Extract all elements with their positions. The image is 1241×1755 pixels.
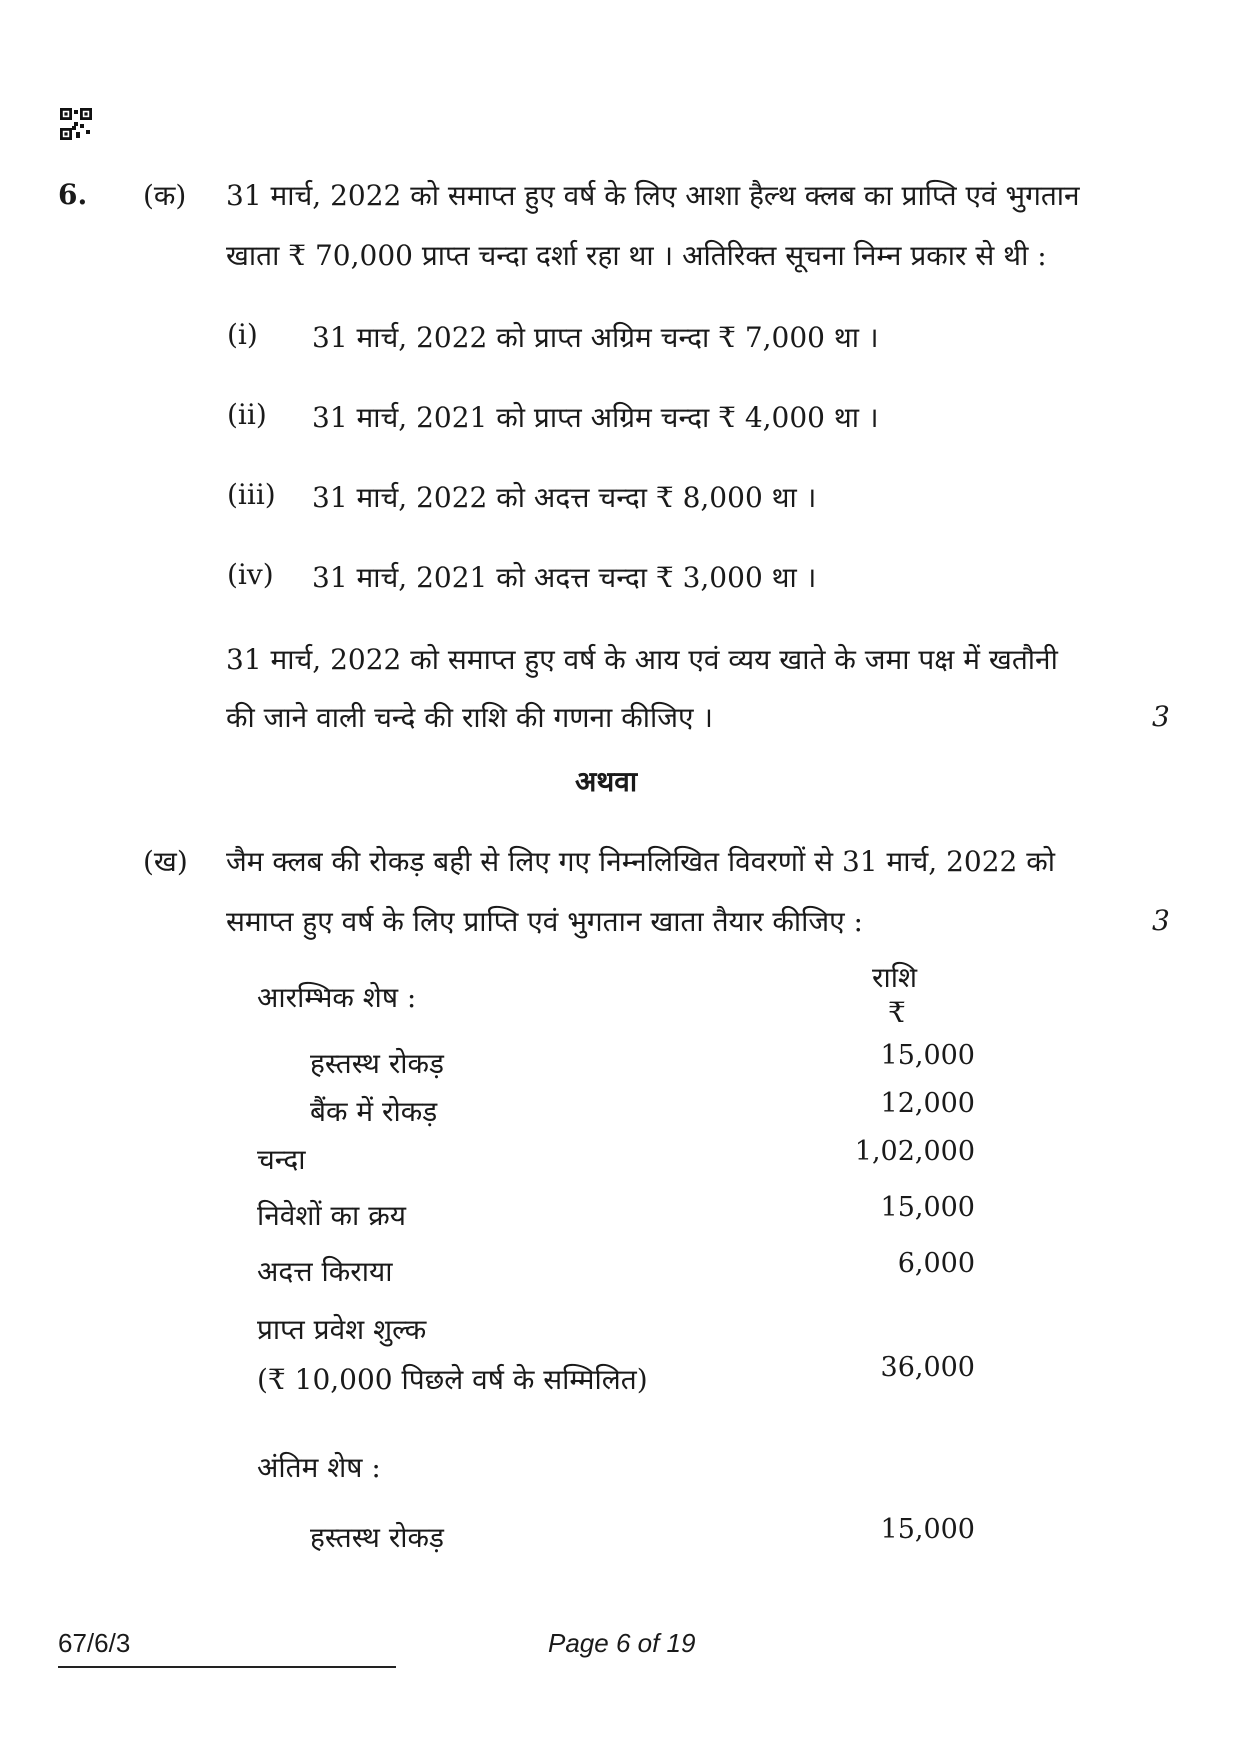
part-b-label: (ख) bbox=[143, 845, 188, 878]
entrance-fee-note: (₹ 10,000 पिछले वर्ष के सम्मिलित) bbox=[257, 1363, 648, 1396]
part-a-final-line-2: की जाने वाली चन्दे की राशि की गणना कीजिए । bbox=[226, 701, 713, 734]
closing-balance-label: अंतिम शेष : bbox=[257, 1451, 381, 1484]
part-a-line-2: खाता ₹ 70,000 प्राप्त चन्दा दर्शा रहा था । अतिरिक्त सूचना निम्न प्रकार से थी : bbox=[226, 239, 1047, 272]
question-number: 6. bbox=[58, 178, 88, 211]
closing-cash-amount: 15,000 bbox=[880, 1514, 975, 1545]
entrance-fee-label: प्राप्त प्रवेश शुल्क bbox=[257, 1313, 427, 1346]
cash-at-bank-label: बैंक में रोकड़ bbox=[310, 1095, 438, 1128]
rent-label: अदत्त किराया bbox=[257, 1255, 393, 1288]
entrance-fee-amount: 36,000 bbox=[880, 1352, 975, 1383]
closing-cash-label: हस्तस्थ रोकड़ bbox=[310, 1521, 445, 1554]
amount-header: राशि bbox=[872, 961, 917, 994]
currency-header: ₹ bbox=[888, 996, 906, 1029]
cash-in-hand-label: हस्तस्थ रोकड़ bbox=[310, 1047, 445, 1080]
investments-label: निवेशों का क्रय bbox=[257, 1199, 406, 1232]
subscription-label: चन्दा bbox=[257, 1143, 306, 1176]
cash-in-hand-amount: 15,000 bbox=[880, 1040, 975, 1071]
paper-code: 67/6/3 bbox=[58, 1628, 131, 1658]
footer-underline bbox=[58, 1666, 396, 1668]
item-number: (i) bbox=[227, 318, 258, 351]
part-a-line-1: 31 मार्च, 2022 को समाप्त हुए वर्ष के लिए आशा हैल्थ क्लब का प्राप्ति एवं भुगतान bbox=[226, 179, 1080, 212]
part-b-line-2: समाप्त हुए वर्ष के लिए प्राप्ति एवं भुगतान खाता तैयार कीजिए : bbox=[226, 905, 863, 938]
item-number: (ii) bbox=[227, 398, 267, 431]
item-number: (iv) bbox=[227, 558, 274, 591]
qr-code-icon bbox=[60, 108, 92, 140]
part-b-line-1: जैम क्लब की रोकड़ बही से लिए गए निम्नलिखित विवरणों से 31 मार्च, 2022 को bbox=[226, 845, 1056, 878]
item-text: 31 मार्च, 2021 को प्राप्त अग्रिम चन्दा ₹ 4,000 था । bbox=[312, 401, 879, 434]
opening-balance-label: आरम्भिक शेष : bbox=[257, 981, 417, 1014]
rent-amount: 6,000 bbox=[897, 1248, 975, 1279]
page-number: Page 6 of 19 bbox=[548, 1628, 696, 1658]
investments-amount: 15,000 bbox=[880, 1192, 975, 1223]
item-text: 31 मार्च, 2022 को अदत्त चन्दा ₹ 8,000 था । bbox=[312, 481, 817, 514]
part-a-label: (क) bbox=[143, 179, 187, 212]
part-a-marks: 3 bbox=[1152, 700, 1170, 733]
part-b-marks: 3 bbox=[1152, 904, 1170, 937]
item-text: 31 मार्च, 2021 को अदत्त चन्दा ₹ 3,000 था । bbox=[312, 561, 817, 594]
part-a-final-line-1: 31 मार्च, 2022 को समाप्त हुए वर्ष के आय एवं व्यय खाते के जमा पक्ष में खतौनी bbox=[226, 643, 1058, 676]
cash-at-bank-amount: 12,000 bbox=[880, 1088, 975, 1119]
item-text: 31 मार्च, 2022 को प्राप्त अग्रिम चन्दा ₹ 7,000 था । bbox=[312, 321, 879, 354]
subscription-amount: 1,02,000 bbox=[854, 1136, 975, 1167]
item-number: (iii) bbox=[227, 478, 276, 511]
or-separator: अथवा bbox=[575, 765, 638, 798]
